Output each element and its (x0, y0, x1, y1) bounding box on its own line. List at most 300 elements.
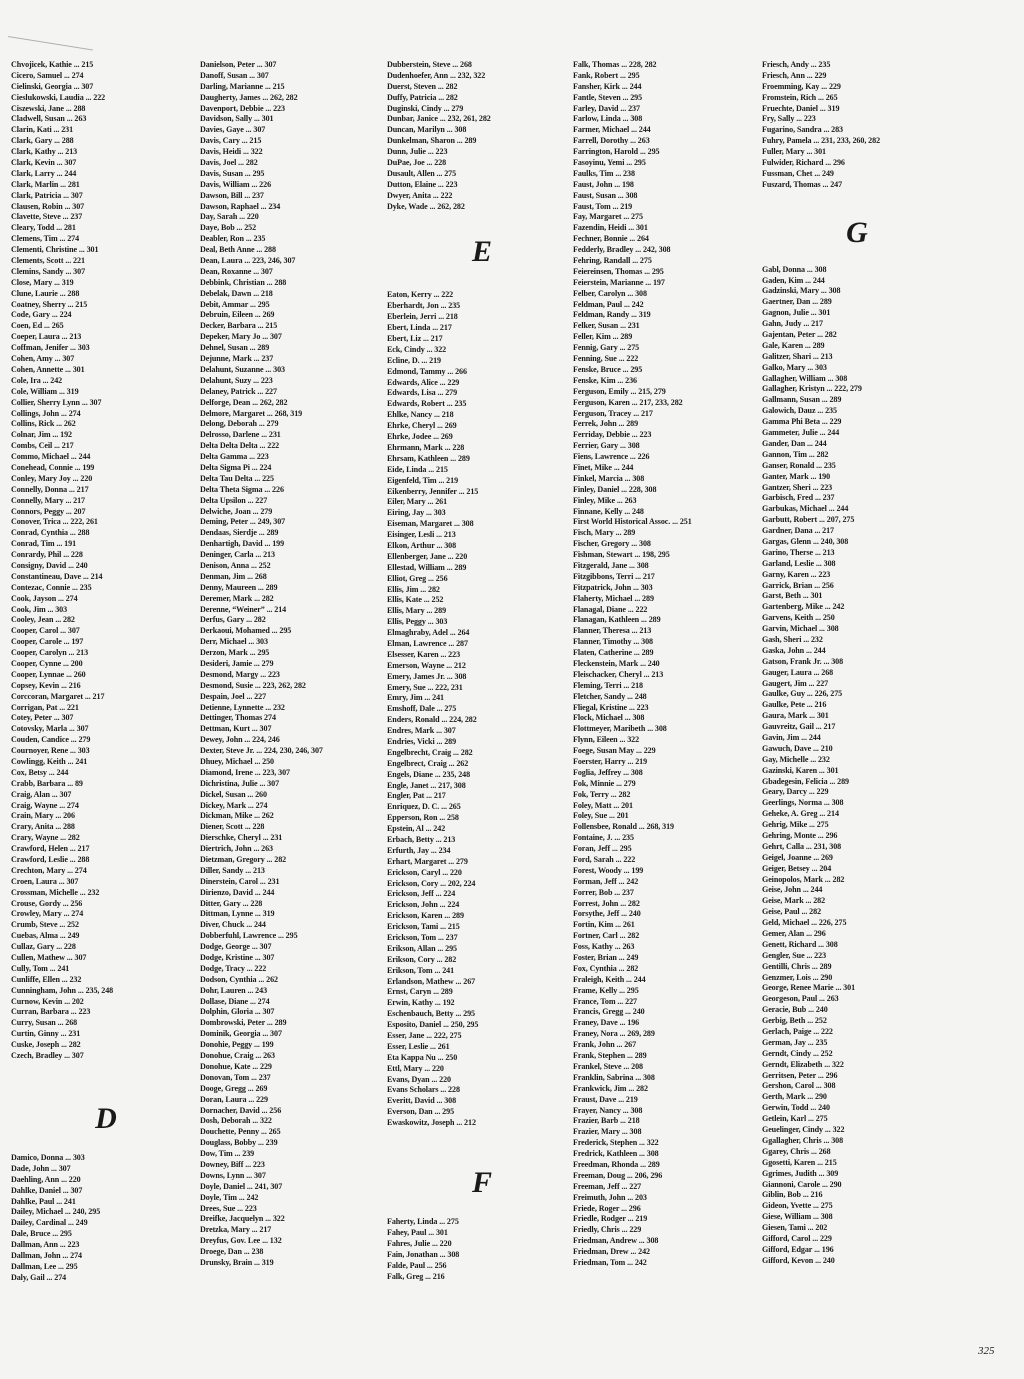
index-entry: Coatney, Sherry ... 215 (11, 298, 88, 309)
index-entry: Esposito, Daniel ... 250, 295 (387, 1019, 479, 1030)
index-entry: Collings, John ... 274 (11, 407, 81, 418)
index-entry: Eiseman, Margaret ... 308 (387, 518, 474, 529)
index-entry: Deming, Peter ... 249, 307 (200, 516, 286, 527)
index-entry: Gentilli, Chris ... 289 (762, 960, 832, 971)
index-entry: Clark, Larry ... 244 (11, 167, 77, 178)
index-entry: Desideri, Jamie ... 279 (200, 657, 274, 668)
index-entry: Dailey, Michael ... 240, 295 (11, 1206, 101, 1217)
index-entry: Conrardy, Phil ... 228 (11, 549, 83, 560)
index-entry: Eide, Linda ... 215 (387, 463, 448, 474)
index-entry: Gbadegesin, Felicia ... 289 (762, 775, 849, 786)
index-entry: Gershon, Carol ... 308 (762, 1080, 836, 1091)
index-entry: Enriquez, D. C. ... 265 (387, 801, 461, 812)
index-entry: Duginski, Cindy ... 279 (387, 102, 464, 113)
index-entry: Cooper, Lynnae ... 260 (11, 668, 86, 679)
index-column-5 (762, 59, 952, 1266)
index-entry: Fromstein, Rich ... 265 (762, 91, 838, 102)
index-entry: Geary, Darcy ... 229 (762, 786, 829, 797)
index-entry: Cullaz, Gary ... 228 (11, 941, 76, 952)
index-entry: Curnow, Kevin ... 202 (11, 995, 84, 1006)
index-entry: Gantzer, Sheri ... 223 (762, 481, 833, 492)
index-entry: Gallmann, Susan ... 289 (762, 394, 842, 405)
index-entry: Deninger, Carla ... 213 (200, 549, 275, 560)
index-entry: Faust, Susan ... 308 (573, 189, 638, 200)
index-entry: Dow, Tim ... 239 (200, 1148, 255, 1159)
index-entry: Clausen, Robin ... 307 (11, 200, 85, 211)
index-entry: Gifford, Carol ... 229 (762, 1232, 832, 1243)
index-entry: Everitt, David ... 308 (387, 1095, 457, 1106)
index-entry: Crary, Wayne ... 282 (11, 832, 80, 843)
index-entry: Davis, William ... 226 (200, 178, 272, 189)
index-entry: Elkon, Arthur ... 308 (387, 539, 457, 550)
index-entry: Davies, Gaye ... 307 (200, 124, 266, 135)
index-entry: Gamma Phi Beta ... 229 (762, 416, 842, 427)
index-entry: Ehrmann, Mark ... 228 (387, 441, 465, 452)
index-entry: Delta Sigma Pi ... 224 (200, 461, 272, 472)
entries-d (200, 59, 390, 1268)
index-entry: Crawford, Helen ... 217 (11, 843, 90, 854)
index-entry: Crawford, Leslie ... 288 (11, 854, 90, 865)
index-entry: Dodge, George ... 307 (200, 941, 272, 952)
index-entry: Deabler, Ron ... 235 (200, 233, 266, 244)
index-entry: Fishman, Stewart ... 198, 295 (573, 549, 670, 560)
index-entry: Coen, Ed ... 265 (11, 320, 64, 331)
index-entry: Danielson, Peter ... 307 (200, 59, 277, 69)
entries-d-end (387, 59, 577, 211)
index-entry: Dolphin, Gloria ... 307 (200, 1006, 275, 1017)
index-entry: Eta Kappa Nu ... 250 (387, 1051, 458, 1062)
index-entry: Deremer, Mark ... 282 (200, 592, 274, 603)
index-entry: Fantle, Steven ... 295 (573, 91, 643, 102)
index-entry: Gagnon, Julie ... 301 (762, 307, 831, 318)
index-entry: Gavin, Jim ... 244 (762, 731, 821, 742)
index-entry: Dailey, Cardinal ... 249 (11, 1217, 88, 1228)
index-entry: Dyke, Wade ... 262, 282 (387, 200, 465, 211)
index-entry: Eberhardt, Jon ... 235 (387, 300, 461, 311)
index-entry: Cooper, Carol ... 307 (11, 625, 80, 636)
index-entry: Edwards, Alice ... 229 (387, 376, 460, 387)
index-entry: Dollase, Diane ... 274 (200, 995, 270, 1006)
index-entry: Constantineau, Dave ... 214 (11, 570, 103, 581)
index-entry: Frankwick, Jim ... 282 (573, 1082, 648, 1093)
index-entry: Dodson, Cynthia ... 262 (200, 973, 278, 984)
index-entry: Connelly, Donna ... 217 (11, 483, 89, 494)
index-entry: Daehling, Ann ... 220 (11, 1173, 81, 1184)
index-entry: Delta Delta Delta ... 222 (200, 440, 280, 451)
index-entry: Corrigan, Pat ... 221 (11, 701, 79, 712)
index-entry: Dettinger, Thomas 274 (200, 712, 276, 723)
index-entry: Ggrimes, Judith ... 309 (762, 1167, 839, 1178)
index-entry: Gehring, Monte ... 296 (762, 830, 838, 840)
index-entry: Fuhry, Pamela ... 231, 233, 260, 282 (762, 135, 881, 146)
index-entry: Daly, Gail ... 274 (11, 1271, 67, 1282)
index-entry: Geerlings, Norma ... 308 (762, 797, 844, 808)
index-entry: Feierstein, Marianne ... 197 (573, 276, 665, 287)
index-entry: Chvojicek, Kathie ... 215 (11, 59, 94, 69)
index-entry: Donohie, Peggy ... 199 (200, 1039, 274, 1050)
index-entry: Cullen, Mathew ... 307 (11, 952, 87, 963)
index-entry: Forsythe, Jeff ... 240 (573, 908, 641, 919)
index-entry: Geinopolos, Mark ... 282 (762, 873, 845, 884)
index-entry: Gallagher, William ... 308 (762, 372, 848, 383)
index-entry: Dobberfuhl, Lawrence ... 295 (200, 930, 298, 941)
index-entry: Cohen, Annette ... 301 (11, 363, 85, 374)
index-entry: Ellis, Kate ... 252 (387, 594, 444, 605)
index-entry: German, Jay ... 235 (762, 1036, 828, 1047)
index-entry: Ehrke, Jodee ... 269 (387, 431, 453, 442)
index-entry: Eberlein, Jerri ... 218 (387, 311, 458, 322)
index-entry: Fank, Robert ... 295 (573, 69, 640, 80)
index-entry: Deal, Beth Anne ... 288 (200, 244, 276, 255)
index-entry: Clements, Scott ... 221 (11, 255, 85, 266)
index-entry: Dudenhoefer, Ann ... 232, 322 (387, 69, 486, 80)
index-entry: Geuelinger, Cindy ... 322 (762, 1124, 845, 1135)
index-entry: Conehead, Connie ... 199 (11, 461, 95, 472)
index-entry: Delong, Deborah ... 279 (200, 418, 279, 429)
index-entry: Frame, Kelly ... 295 (573, 984, 639, 995)
index-entry: Dodge, Kristine ... 307 (200, 952, 275, 963)
index-entry: Coffman, Jenifer ... 303 (11, 342, 90, 353)
index-entry: Dexter, Steve Jr. ... 224, 230, 246, 307 (200, 745, 323, 756)
index-entry: Erikson, Tom ... 241 (387, 964, 455, 975)
index-entry: Garvin, Michael ... 308 (762, 623, 839, 634)
index-entry: Farmer, Michael ... 244 (573, 124, 651, 135)
index-entry: Fasoyinu, Yemi ... 295 (573, 157, 646, 168)
index-entry: Fleischacker, Cheryl ... 213 (573, 668, 664, 679)
section-letter-d: D (95, 1101, 117, 1135)
index-entry: Delrosso, Darlene ... 231 (200, 429, 281, 440)
index-entry: Emry, Jim ... 241 (387, 692, 444, 703)
index-entry: Dunkelman, Sharon ... 289 (387, 135, 477, 146)
index-entry: Clark, Kevin ... 307 (11, 157, 77, 168)
index-entry: Evans, Dyan ... 220 (387, 1073, 451, 1084)
index-entry: Freeman, Jeff ... 227 (573, 1180, 642, 1191)
index-entry: Clune, Laurie ... 288 (11, 287, 80, 298)
index-entry: Elliot, Greg ... 256 (387, 572, 448, 583)
index-entry: Consigny, David ... 240 (11, 559, 88, 570)
index-entry: Doyle, Tim ... 242 (200, 1191, 259, 1202)
index-entry: Giblin, Bob ... 216 (762, 1189, 823, 1200)
index-entry: Garny, Karen ... 223 (762, 568, 831, 579)
index-entry: Donohue, Craig ... 263 (200, 1050, 275, 1061)
index-entry: Friedman, Andrew ... 308 (573, 1235, 659, 1246)
index-entry: Dreifke, Jacquelyn ... 322 (200, 1213, 285, 1224)
index-entry: Erhart, Margaret ... 279 (387, 855, 468, 866)
index-entry: Dade, John ... 307 (11, 1162, 71, 1173)
entries-f (573, 59, 763, 1268)
index-entry: Clarin, Kati ... 231 (11, 124, 74, 135)
index-entry: Cooley, Jean ... 282 (11, 614, 75, 625)
index-entry: Geheke, A. Greg ... 214 (762, 808, 839, 819)
index-entry: Cole, William ... 319 (11, 385, 79, 396)
index-entry: Clemins, Sandy ... 307 (11, 265, 86, 276)
index-column-4 (573, 59, 763, 1268)
index-entry: Erickson, Caryl ... 220 (387, 866, 462, 877)
index-entry: Gerndt, Cindy ... 252 (762, 1047, 833, 1058)
index-entry: Clavette, Steve ... 237 (11, 211, 83, 222)
index-entry: Giese, William ... 308 (762, 1211, 833, 1222)
index-entry: Gifford, Edgar ... 196 (762, 1243, 834, 1254)
index-entry: Davidson, Sally ... 301 (200, 113, 274, 124)
entries-f-end (762, 59, 952, 190)
index-entry: Ecline, D. ... 219 (387, 354, 441, 365)
index-entry: Copsey, Kevin ... 216 (11, 679, 81, 690)
index-entry: Felker, Susan ... 231 (573, 320, 640, 331)
index-entry: Fok, Minnie ... 279 (573, 777, 636, 788)
index-entry: Davis, Cary ... 215 (200, 135, 262, 146)
index-entry: Ehrke, Cheryl ... 269 (387, 420, 457, 431)
index-entry: Cox, Betsy ... 244 (11, 766, 69, 777)
index-entry: Dahlke, Daniel ... 307 (11, 1184, 83, 1195)
index-entry: Desmond, Margy ... 223 (200, 668, 280, 679)
index-entry: Cowlingg, Keith ... 241 (11, 756, 88, 766)
index-entry: Friede, Roger ... 296 (573, 1202, 641, 1213)
index-entry: Denny, Maureen ... 289 (200, 581, 278, 592)
index-entry: Dusault, Allen ... 275 (387, 167, 457, 178)
index-entry: Fansher, Kirk ... 244 (573, 80, 642, 91)
index-entry: Dinerstein, Carol ... 231 (200, 875, 280, 886)
index-entry: Esser, Leslie ... 261 (387, 1040, 450, 1051)
index-entry: Dale, Bruce ... 295 (11, 1228, 72, 1239)
index-entry: Fleckenstein, Mark ... 240 (573, 657, 660, 668)
index-entry: Gemer, Alan ... 296 (762, 928, 826, 939)
index-entry: Foley, Sue ... 201 (573, 810, 629, 821)
index-entry: Gazinski, Karen ... 301 (762, 764, 839, 775)
index-entry: Eikenberry, Jennifer ... 215 (387, 485, 479, 496)
index-entry: Conrad, Tim ... 191 (11, 538, 77, 549)
index-entry: Crossman, Michelle ... 232 (11, 886, 100, 897)
index-entry: Flanagan, Kathleen ... 289 (573, 614, 661, 625)
index-entry: Debruin, Eileen ... 269 (200, 309, 275, 320)
index-entry: Gaulke, Pete ... 216 (762, 699, 827, 710)
entries-c (11, 59, 201, 1061)
index-entry: Day, Sarah ... 220 (200, 211, 259, 222)
index-entry: Gehrt, Calla ... 231, 308 (762, 840, 842, 851)
index-entry: Freimuth, John ... 203 (573, 1191, 647, 1202)
index-entry: Fruechte, Daniel ... 319 (762, 102, 840, 113)
index-entry: Friedly, Chris ... 229 (573, 1224, 642, 1235)
index-entry: Fenning, Sue ... 222 (573, 353, 639, 364)
index-entry: Frayer, Nancy ... 308 (573, 1104, 643, 1115)
index-entry: Engler, Pat ... 217 (387, 790, 446, 801)
index-entry: Dhuey, Michael ... 250 (200, 756, 275, 766)
index-entry: Clemens, Tim ... 274 (11, 233, 80, 244)
index-entry: Fletcher, Sandy ... 248 (573, 690, 647, 701)
index-entry: Droege, Dan ... 238 (200, 1246, 264, 1257)
index-entry: Giesen, Tami ... 202 (762, 1222, 828, 1233)
index-entry: Flock, Michael ... 308 (573, 712, 645, 723)
index-entry: Erbach, Betty ... 213 (387, 834, 456, 844)
index-entry: Dejunne, Mark ... 237 (200, 353, 274, 364)
index-entry: Eschenbauch, Betty ... 295 (387, 1008, 476, 1019)
index-entry: Dwyer, Anita ... 222 (387, 189, 453, 200)
index-entry: Dittman, Lynne ... 319 (200, 908, 275, 919)
index-entry: Foley, Matt ... 201 (573, 799, 633, 810)
index-entry: Frank, Stephen ... 289 (573, 1050, 647, 1061)
index-entry: Finnane, Kelly ... 248 (573, 505, 644, 516)
index-entry: Gammeter, Julie ... 244 (762, 427, 840, 438)
index-entry: Finley, Daniel ... 228, 308 (573, 483, 657, 494)
index-entry: Conrad, Cynthia ... 288 (11, 527, 90, 538)
index-entry: Fuszard, Thomas ... 247 (762, 178, 843, 189)
index-entry: Cicero, Samuel ... 274 (11, 69, 84, 80)
index-entry: Duerst, Steven ... 282 (387, 80, 458, 91)
index-entry: Diamond, Irene ... 223, 307 (200, 766, 290, 777)
index-column-1 (11, 59, 201, 1283)
index-entry: Cieslukowski, Laudia ... 222 (11, 91, 106, 102)
index-entry: Flaherty, Michael ... 289 (573, 592, 654, 603)
index-entry: Erickson, Tom ... 237 (387, 932, 458, 943)
index-entry: Evans Scholars ... 228 (387, 1084, 460, 1095)
index-entry: Erikson, Cory ... 282 (387, 953, 457, 964)
index-entry: Frederick, Stephen ... 322 (573, 1137, 659, 1148)
index-entry: Ferriday, Debbie ... 223 (573, 429, 652, 440)
index-entry: Feldman, Randy ... 319 (573, 309, 651, 320)
index-entry: Derfus, Gary ... 282 (200, 614, 266, 625)
index-entry: Combs, Ceil ... 217 (11, 440, 74, 451)
index-entry: Dunbar, Janice ... 232, 261, 282 (387, 113, 491, 124)
index-entry: Eigenfeld, Tim ... 219 (387, 474, 459, 485)
index-entry: Erikson, Allan ... 295 (387, 942, 457, 953)
index-entry: Fliegal, Kristine ... 223 (573, 701, 649, 712)
index-entry: Curtin, Ginny ... 231 (11, 1028, 81, 1039)
index-entry: Connors, Peggy ... 207 (11, 505, 86, 516)
index-entry: Garbutt, Robert ... 207, 275 (762, 514, 855, 525)
index-entry: Decker, Barbara ... 215 (200, 320, 278, 331)
index-entry: Ferrier, Gary ... 308 (573, 440, 640, 451)
index-entry: Garvens, Keith ... 250 (762, 612, 835, 623)
index-entry: Geise, Paul ... 282 (762, 906, 822, 917)
index-entry: Flanagal, Diane ... 222 (573, 603, 648, 614)
index-entry: Gander, Dan ... 244 (762, 437, 827, 448)
index-entry: Ebert, Linda ... 217 (387, 322, 452, 333)
index-entry: Donohue, Kate ... 229 (200, 1060, 272, 1071)
index-entry: Eiler, Mary ... 261 (387, 496, 448, 507)
index-entry: Conley, Mary Joy ... 220 (11, 472, 93, 483)
index-entry: Daye, Bob ... 252 (200, 222, 257, 233)
index-entry: Dombrowski, Peter ... 289 (200, 1017, 287, 1028)
index-entry: Douchette, Penny ... 265 (200, 1126, 281, 1137)
index-entry: Davis, Joel ... 282 (200, 157, 258, 168)
index-entry: Gauvreitz, Gail ... 217 (762, 721, 836, 732)
index-entry: Getlein, Karl ... 275 (762, 1113, 828, 1124)
index-entry: Ernst, Caryn ... 289 (387, 986, 453, 997)
index-entry: Derzon, Mark ... 295 (200, 647, 270, 658)
index-entry: Gadzinski, Mary ... 308 (762, 285, 841, 296)
index-entry: Edwards, Lisa ... 279 (387, 387, 458, 398)
index-entry: Ditter, Gary ... 228 (200, 897, 263, 908)
index-entry: Giannoni, Carole ... 290 (762, 1178, 842, 1189)
index-entry: Fisch, Mary ... 289 (573, 527, 636, 538)
index-entry: Dean, Laura ... 223, 246, 307 (200, 255, 296, 266)
index-entry: Craig, Wayne ... 274 (11, 799, 79, 810)
index-entry: Fontaine, J. ... 235 (573, 832, 634, 843)
index-entry: Fitzgibbons, Terri ... 217 (573, 570, 655, 581)
index-entry: Ellis, Jim ... 282 (387, 583, 440, 594)
index-entry: Gannon, Tim ... 282 (762, 448, 829, 459)
index-entry: Garland, Leslie ... 308 (762, 557, 836, 568)
index-entry: Fraleigh, Keith ... 244 (573, 973, 646, 984)
index-entry: Dodge, Tracy ... 222 (200, 962, 267, 973)
index-entry: Fahres, Julie ... 220 (387, 1237, 452, 1248)
index-entry: Cook, Jim ... 303 (11, 603, 68, 614)
index-entry: Eisinger, Lesli ... 213 (387, 529, 456, 540)
index-entry: Feldman, Paul ... 242 (573, 298, 644, 309)
index-entry: Erwin, Kathy ... 192 (387, 997, 455, 1008)
index-entry: Finley, Mike ... 263 (573, 494, 637, 505)
index-entry: Finet, Mike ... 244 (573, 461, 634, 472)
index-entry: Fain, Jonathan ... 308 (387, 1248, 460, 1259)
index-entry: Dornacher, David ... 256 (200, 1104, 282, 1115)
index-entry: Foerster, Harry ... 219 (573, 756, 648, 766)
index-entry: Czech, Bradley ... 307 (11, 1050, 84, 1061)
index-entry: Cooper, Carole ... 197 (11, 636, 84, 647)
index-entry: Farrington, Harold ... 295 (573, 146, 660, 157)
index-entry: Friedman, Tom ... 242 (573, 1256, 647, 1267)
index-entry: Gaertner, Dan ... 289 (762, 296, 832, 307)
index-entry: Dohr, Lauren ... 243 (200, 984, 268, 995)
index-entry: Freeman, Doug ... 206, 296 (573, 1169, 663, 1180)
index-entry: Erickson, Cory ... 202, 224 (387, 877, 476, 888)
index-entry: Ford, Sarah ... 222 (573, 854, 636, 865)
index-entry: Geiger, Betsey ... 204 (762, 862, 832, 873)
index-entry: Follensbee, Ronald ... 268, 319 (573, 821, 674, 832)
index-entry: Fortin, Kim ... 261 (573, 919, 635, 930)
index-entry: Forrer, Bob ... 237 (573, 886, 634, 897)
index-entry: Diertrich, John ... 263 (200, 843, 274, 854)
index-entry: Gardner, Dana ... 217 (762, 525, 835, 536)
index-entry: Edwards, Robert ... 235 (387, 398, 467, 409)
index-entry: Cournoyer, Rene ... 303 (11, 745, 90, 756)
index-entry: Farlow, Linda ... 308 (573, 113, 643, 124)
index-entry: Cunningham, John ... 235, 248 (11, 984, 114, 995)
index-entry: Friesch, Andy ... 235 (762, 59, 831, 69)
index-entry: Erickson, Tami ... 215 (387, 921, 460, 932)
index-entry: Erickson, Karen ... 289 (387, 910, 464, 921)
index-entry: Elsesser, Karen ... 223 (387, 648, 461, 659)
index-entry: Curry, Susan ... 268 (11, 1017, 78, 1028)
index-entry: Cuske, Joseph ... 282 (11, 1039, 81, 1050)
index-entry: Fitzpatrick, John ... 303 (573, 581, 653, 592)
index-entry: Detienne, Lynnette ... 232 (200, 701, 285, 712)
index-entry: Dosh, Deborah ... 322 (200, 1115, 272, 1126)
index-entry: Clark, Marlin ... 281 (11, 178, 80, 189)
index-entry: Genett, Richard ... 308 (762, 938, 838, 949)
index-entry: Dettman, Kurt ... 307 (200, 723, 272, 734)
index-entry: Duncan, Marilyn ... 308 (387, 124, 467, 135)
index-entry: Friedman, Drew ... 242 (573, 1246, 650, 1257)
index-entry: Debit, Ammar ... 295 (200, 298, 270, 309)
entries-f-start (387, 1216, 577, 1281)
index-entry: Code, Gary ... 224 (11, 309, 72, 320)
index-entry: Crechton, Mary ... 274 (11, 864, 87, 875)
index-entry: Friesch, Ann ... 229 (762, 69, 827, 80)
index-entry: Cotovsky, Marla ... 307 (11, 723, 89, 734)
index-entry: Delmore, Margaret ... 268, 319 (200, 407, 303, 418)
index-entry: Crary, Anita ... 288 (11, 821, 75, 832)
index-entry: Gawuch, Dave ... 210 (762, 742, 833, 753)
index-entry: Colnar, Jim ... 192 (11, 429, 72, 440)
index-entry: Fedderly, Bradley ... 242, 308 (573, 244, 671, 255)
index-entry: Doyle, Daniel ... 241, 307 (200, 1180, 283, 1191)
index-entry: Gerritsen, Peter ... 296 (762, 1069, 838, 1080)
entries-g (762, 264, 952, 1266)
index-entry: Finkel, Marcia ... 308 (573, 472, 645, 483)
index-entry: Curran, Barbara ... 223 (11, 1006, 91, 1017)
index-entry: Cole, Ira ... 242 (11, 374, 63, 385)
index-entry: Fenske, Kim ... 236 (573, 374, 637, 385)
index-entry: Ferguson, Karen ... 217, 233, 282 (573, 396, 683, 407)
